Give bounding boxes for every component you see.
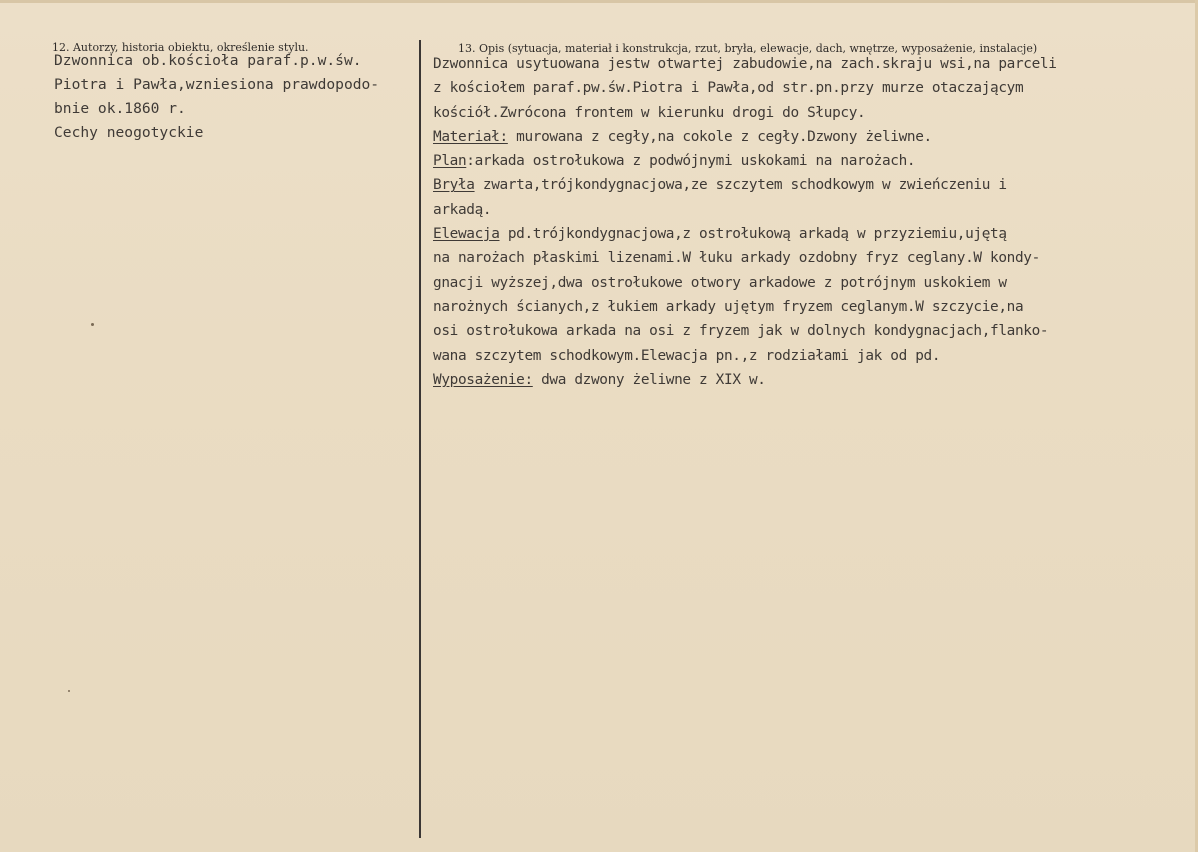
description-text: dwa dzwony żeliwne z XIX w. — [532, 371, 766, 388]
history-line: Cechy neogotyckie — [54, 124, 204, 141]
description-line — [433, 76, 1185, 100]
history-line: Dzwonnica ob.kościoła paraf.p.w.św. — [54, 52, 362, 69]
section-13-body — [433, 52, 1185, 392]
paper-speck — [68, 690, 70, 692]
description-line — [433, 52, 1185, 76]
description-line — [433, 101, 1185, 125]
description-label: Plan — [433, 153, 467, 170]
description-line — [433, 198, 1185, 222]
description-label: Elewacja — [433, 226, 500, 243]
description-line — [433, 319, 1185, 343]
section-12-header: 12. Autorzy, historia obiektu, określenie stylu. — [52, 41, 309, 54]
section-12-body — [54, 49, 414, 145]
description-text: pd.trójkondygnacjowa,z ostrołukową arkadą w przyziemiu,ujętą — [499, 226, 1007, 243]
description-text: na narożach płaskimi lizenami.W łuku arkady ozdobny fryz ceglany.W kondy- — [433, 250, 1040, 267]
description-line — [433, 368, 1185, 392]
description-line — [433, 173, 1185, 197]
description-text: Dzwonnica usytuowana jestw otwartej zabudowie,na zach.skraju wsi,na parceli — [433, 56, 1057, 72]
description-text: arkadą. — [433, 201, 492, 218]
description-text: narożnych ścianych,z łukiem arkady ujętym fryzem ceglanym.W szczycie,na — [433, 298, 1024, 315]
description-line — [433, 125, 1185, 149]
section-13-header: 13. Opis (sytuacja, materiał i konstrukcja, rzut, bryła, elewacje, dach, wnętrze, wyposażenie, instalacje) — [458, 42, 1038, 55]
description-line — [433, 222, 1185, 246]
description-text: murowana z cegły,na cokole z cegły.Dzwony żeliwne. — [507, 128, 932, 145]
history-line: Piotra i Pawła,wzniesiona prawdopodo- — [54, 76, 380, 93]
description-text: wana szczytem schodkowym.Elewacja pn.,z rodziałami jak od pd. — [433, 347, 941, 364]
description-label: Bryła — [433, 177, 475, 194]
description-text: z kościołem paraf.pw.św.Piotra i Pawła,od str.pn.przy murze otaczającym — [433, 80, 1024, 97]
description-line — [433, 246, 1185, 270]
description-text: osi ostrołukowa arkada na osi z fryzem jak w dolnych kondygnacjach,flanko- — [433, 323, 1049, 340]
paper-speck — [91, 323, 94, 326]
description-text: zwarta,trójkondygnacjowa,ze szczytem schodkowym w zwieńczeniu i — [474, 177, 1007, 194]
card-top-edge — [0, 0, 1198, 3]
description-line — [433, 271, 1185, 295]
description-text: gnacji wyższej,dwa ostrołukowe otwory arkadowe z potrójnym uskokiem w — [433, 274, 1007, 291]
description-line — [433, 295, 1185, 319]
description-label: Wyposażenie: — [433, 371, 533, 388]
description-line — [433, 149, 1185, 173]
description-text: :arkada ostrołukowa z podwójnymi uskokami na narożach. — [466, 153, 916, 170]
column-divider — [419, 40, 421, 838]
description-label: Materiał: — [433, 128, 508, 145]
history-line: bnie ok.1860 r. — [54, 100, 186, 117]
description-line — [433, 344, 1185, 368]
description-text: kościół.Zwrócona frontem w kierunku drogi do Słupcy. — [433, 104, 866, 121]
